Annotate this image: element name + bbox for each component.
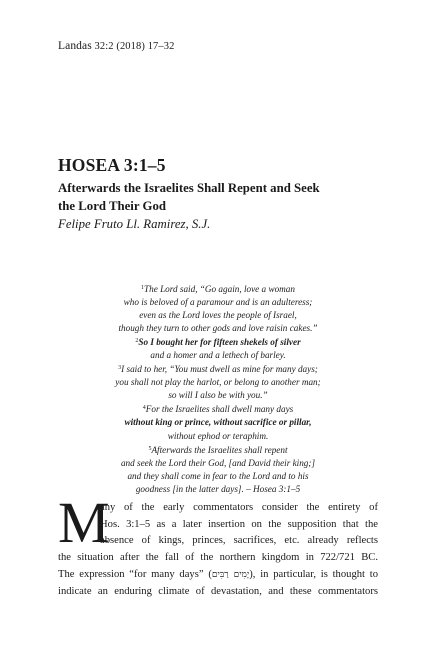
journal-name: Landas xyxy=(58,40,92,52)
verse-number: 2 xyxy=(135,338,139,345)
subtitle-line-2: the Lord Their God xyxy=(58,199,166,213)
journal-volume: 32:2 xyxy=(94,41,114,52)
verse-number: 3 xyxy=(118,365,122,372)
epigraph-line: so will I also be with you.” xyxy=(168,390,268,401)
article-subtitle xyxy=(58,179,388,215)
journal-year: (2018) xyxy=(116,41,145,52)
epigraph-line: and a homer and a lethech of barley. xyxy=(150,350,286,361)
subtitle-line-1: Afterwards the Israelites Shall Repent and Seek xyxy=(58,181,320,195)
body-line: The expression “for many days” (יָמִים רַבִּים), in particular, is thought to xyxy=(58,568,378,580)
verse-number: 4 xyxy=(142,405,146,412)
epigraph-line: without ephod or teraphim. xyxy=(167,430,269,441)
epigraph-quote xyxy=(96,282,340,496)
drop-cap: M xyxy=(58,490,110,555)
article-author: Felipe Fruto Ll. Ramirez, S.J. xyxy=(58,217,211,231)
epigraph-line: goodness [in the latter days]. – Hosea 3:1–5 xyxy=(135,483,301,494)
epigraph-line: $^2$So I bought her for fifteen shekels of silver xyxy=(135,337,301,348)
body-line: indicate an enduring climate of devastation, and these commentators xyxy=(58,585,378,597)
article-heading xyxy=(58,155,388,233)
verse-number: 5 xyxy=(148,445,152,452)
epigraph-line: and seek the Lord their God, [and David their king;] xyxy=(120,457,316,468)
body-line: absence of kings, princes, sacrifices, etc. already reflects xyxy=(100,535,378,547)
epigraph-line: $^3$I said to her, “You must dwell as mine for many days; xyxy=(118,364,318,375)
hebrew-phrase: יָמִים רַבִּים xyxy=(211,569,250,580)
epigraph-line: $^1$The Lord said, “Go again, love a woman xyxy=(140,284,295,294)
epigraph-line: even as the Lord loves the people of Israel, xyxy=(139,310,297,321)
epigraph-line: $^4$For the Israelites shall dwell many days xyxy=(142,404,294,415)
body-line: any of the early commentators consider the entirety of xyxy=(100,502,378,513)
epigraph-line: you shall not play the harlot, or belong to another man; xyxy=(115,377,321,388)
epigraph-line: and they shall come in fear to the Lord and to his xyxy=(127,470,309,481)
body-paragraph xyxy=(58,500,378,600)
body-line: Hos. 3:1–5 as a later insertion on the supposition that the xyxy=(100,518,378,530)
body-line: the situation after the fall of the northern kingdom in 722/721 BC. xyxy=(58,552,378,564)
epigraph-line: who is beloved of a paramour and is an adulteress; xyxy=(123,297,313,308)
epigraph-line: without king or prince, without sacrifice or pillar, xyxy=(124,417,312,428)
article-title: HOSEA 3:1–5 xyxy=(58,155,166,175)
epigraph-line: $^5$Afterwards the Israelites shall repent xyxy=(148,444,288,455)
running-head xyxy=(58,40,174,52)
verse-number: 1 xyxy=(140,285,144,291)
epigraph-line: though they turn to other gods and love raisin cakes.” xyxy=(118,323,318,334)
journal-pages: 17–32 xyxy=(147,41,175,52)
